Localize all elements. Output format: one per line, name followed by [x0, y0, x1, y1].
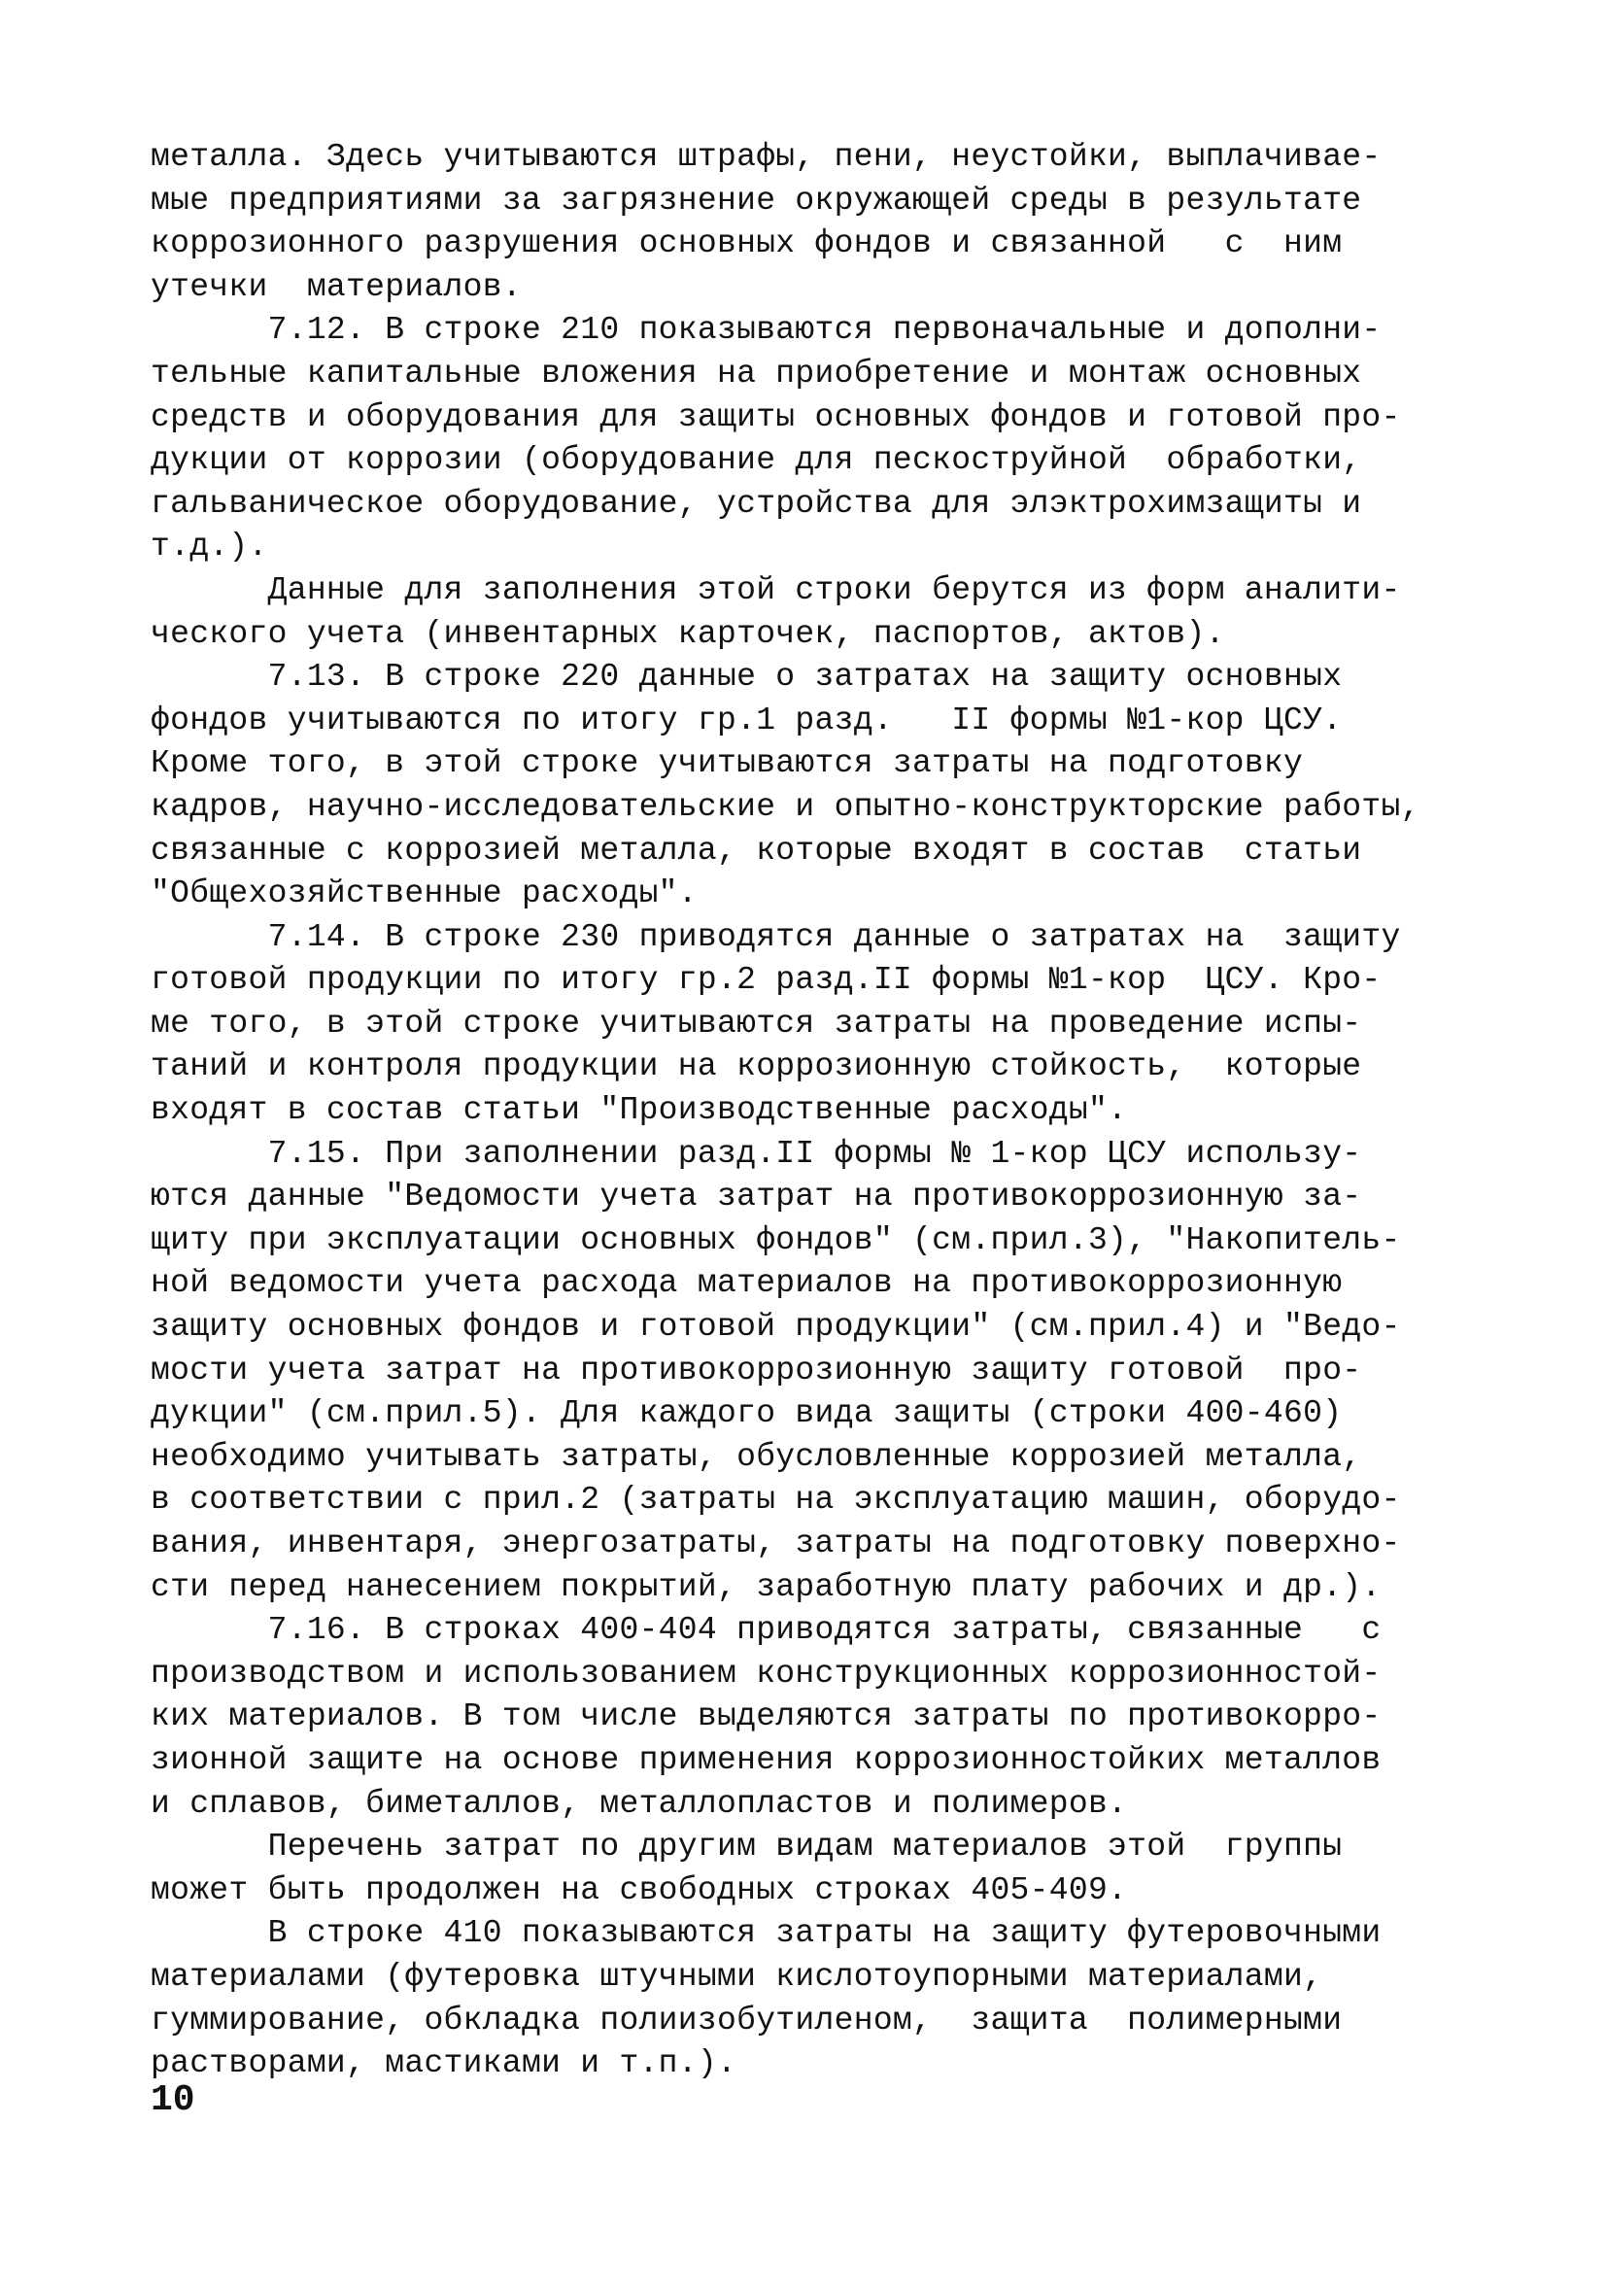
text-line: коррозионного разрушения основных фондов и связанной с ним	[151, 225, 1343, 262]
text-line: входят в состав статьи "Производственные расходы".	[151, 1092, 1128, 1129]
text-line: кадров, научно-исследовательские и опытно-конструкторские работы,	[151, 788, 1420, 825]
text-line: растворами, мастиками и т.п.).	[151, 2045, 737, 2082]
page-number: 10	[151, 2079, 195, 2121]
text-line: вания, инвентаря, энергозатраты, затраты на подготовку поверхно-	[151, 1525, 1401, 1561]
text-line: Кроме того, в этой строке учитываются затраты на подготовку	[151, 745, 1304, 782]
text-line: Данные для заполнения этой строки берутся из форм аналити-	[151, 571, 1401, 608]
text-line: "Общехозяйственные расходы".	[151, 875, 698, 912]
text-line: таний и контроля продукции на коррозионную стойкость, которые	[151, 1048, 1362, 1085]
text-line: сти перед нанесением покрытий, заработную плату рабочих и др.).	[151, 1568, 1382, 1605]
text-line: производством и использованием конструкционных коррозионностой-	[151, 1655, 1382, 1692]
text-line: Перечень затрат по другим видам материалов этой группы	[151, 1829, 1343, 1866]
text-line: ческого учета (инвентарных карточек, паспортов, актов).	[151, 615, 1225, 652]
text-line: готовой продукции по итогу гр.2 разд.II формы №1-кор ЦСУ. Кро-	[151, 962, 1382, 999]
text-line: материалами (футеровка штучными кислотоупорными материалами,	[151, 1958, 1323, 1995]
text-line: мости учета затрат на противокоррозионную защиту готовой про-	[151, 1352, 1362, 1388]
text-line: ме того, в этой строке учитываются затраты на проведение испы-	[151, 1005, 1362, 1042]
text-line: т.д.).	[151, 529, 268, 565]
text-line: защиту основных фондов и готовой продукции" (см.прил.4) и "Ведо-	[151, 1309, 1401, 1346]
text-line: тельные капитальные вложения на приобретение и монтаж основных	[151, 355, 1362, 392]
text-line: и сплавов, биметаллов, металлопластов и полимеров.	[151, 1785, 1128, 1822]
text-line: зионной защите на основе применения коррозионностойких металлов	[151, 1741, 1382, 1778]
text-line: необходимо учитывать затраты, обусловленные коррозией металла,	[151, 1438, 1362, 1475]
body-text	[151, 136, 1462, 2086]
text-line: гуммирование, обкладка полиизобутиленом, защита полимерными	[151, 2002, 1343, 2039]
text-line: ких материалов. В том числе выделяются затраты по противокорро-	[151, 1698, 1382, 1735]
text-line: 7.12. В строке 210 показываются первоначальные и дополни-	[151, 312, 1382, 349]
text-line: гальваническое оборудование, устройства для элэктрохимзащиты и	[151, 485, 1362, 522]
text-line: 7.13. В строке 220 данные о затратах на защиту основных	[151, 659, 1343, 696]
text-line: ной ведомости учета расхода материалов на противокоррозионную	[151, 1265, 1343, 1302]
text-line: 7.16. В строках 400-404 приводятся затраты, связанные с	[151, 1612, 1382, 1649]
text-line: в соответствии с прил.2 (затраты на эксплуатацию машин, оборудо-	[151, 1482, 1401, 1519]
text-line: средств и оборудования для защиты основных фондов и готовой про-	[151, 398, 1401, 435]
text-line: дукции" (см.прил.5). Для каждого вида защиты (строки 400-460)	[151, 1395, 1343, 1432]
text-line: связанные с коррозией металла, которые входят в состав статьи	[151, 832, 1362, 869]
text-line: В строке 410 показываются затраты на защиту футеровочными	[151, 1915, 1382, 1952]
text-line: дукции от коррозии (оборудование для пескоструйной обработки,	[151, 442, 1362, 479]
text-line: металла. Здесь учитываются штрафы, пени, неустойки, выплачивае-	[151, 139, 1382, 175]
text-line: 7.14. В строке 230 приводятся данные о затратах на защиту	[151, 918, 1401, 955]
text-line: утечки материалов.	[151, 268, 522, 305]
text-line: фондов учитываются по итогу гр.1 разд. II формы №1-кор ЦСУ.	[151, 702, 1343, 738]
text-line: может быть продолжен на свободных строках 405-409.	[151, 1871, 1128, 1908]
text-line: ются данные "Ведомости учета затрат на противокоррозионную за-	[151, 1179, 1362, 1216]
text-line: 7.15. При заполнении разд.II формы № 1-кор ЦСУ использу-	[151, 1135, 1362, 1172]
text-line: мые предприятиями за загрязнение окружающей среды в результате	[151, 182, 1362, 219]
text-line: щиту при эксплуатации основных фондов" (см.прил.3), "Накопитель-	[151, 1221, 1401, 1258]
